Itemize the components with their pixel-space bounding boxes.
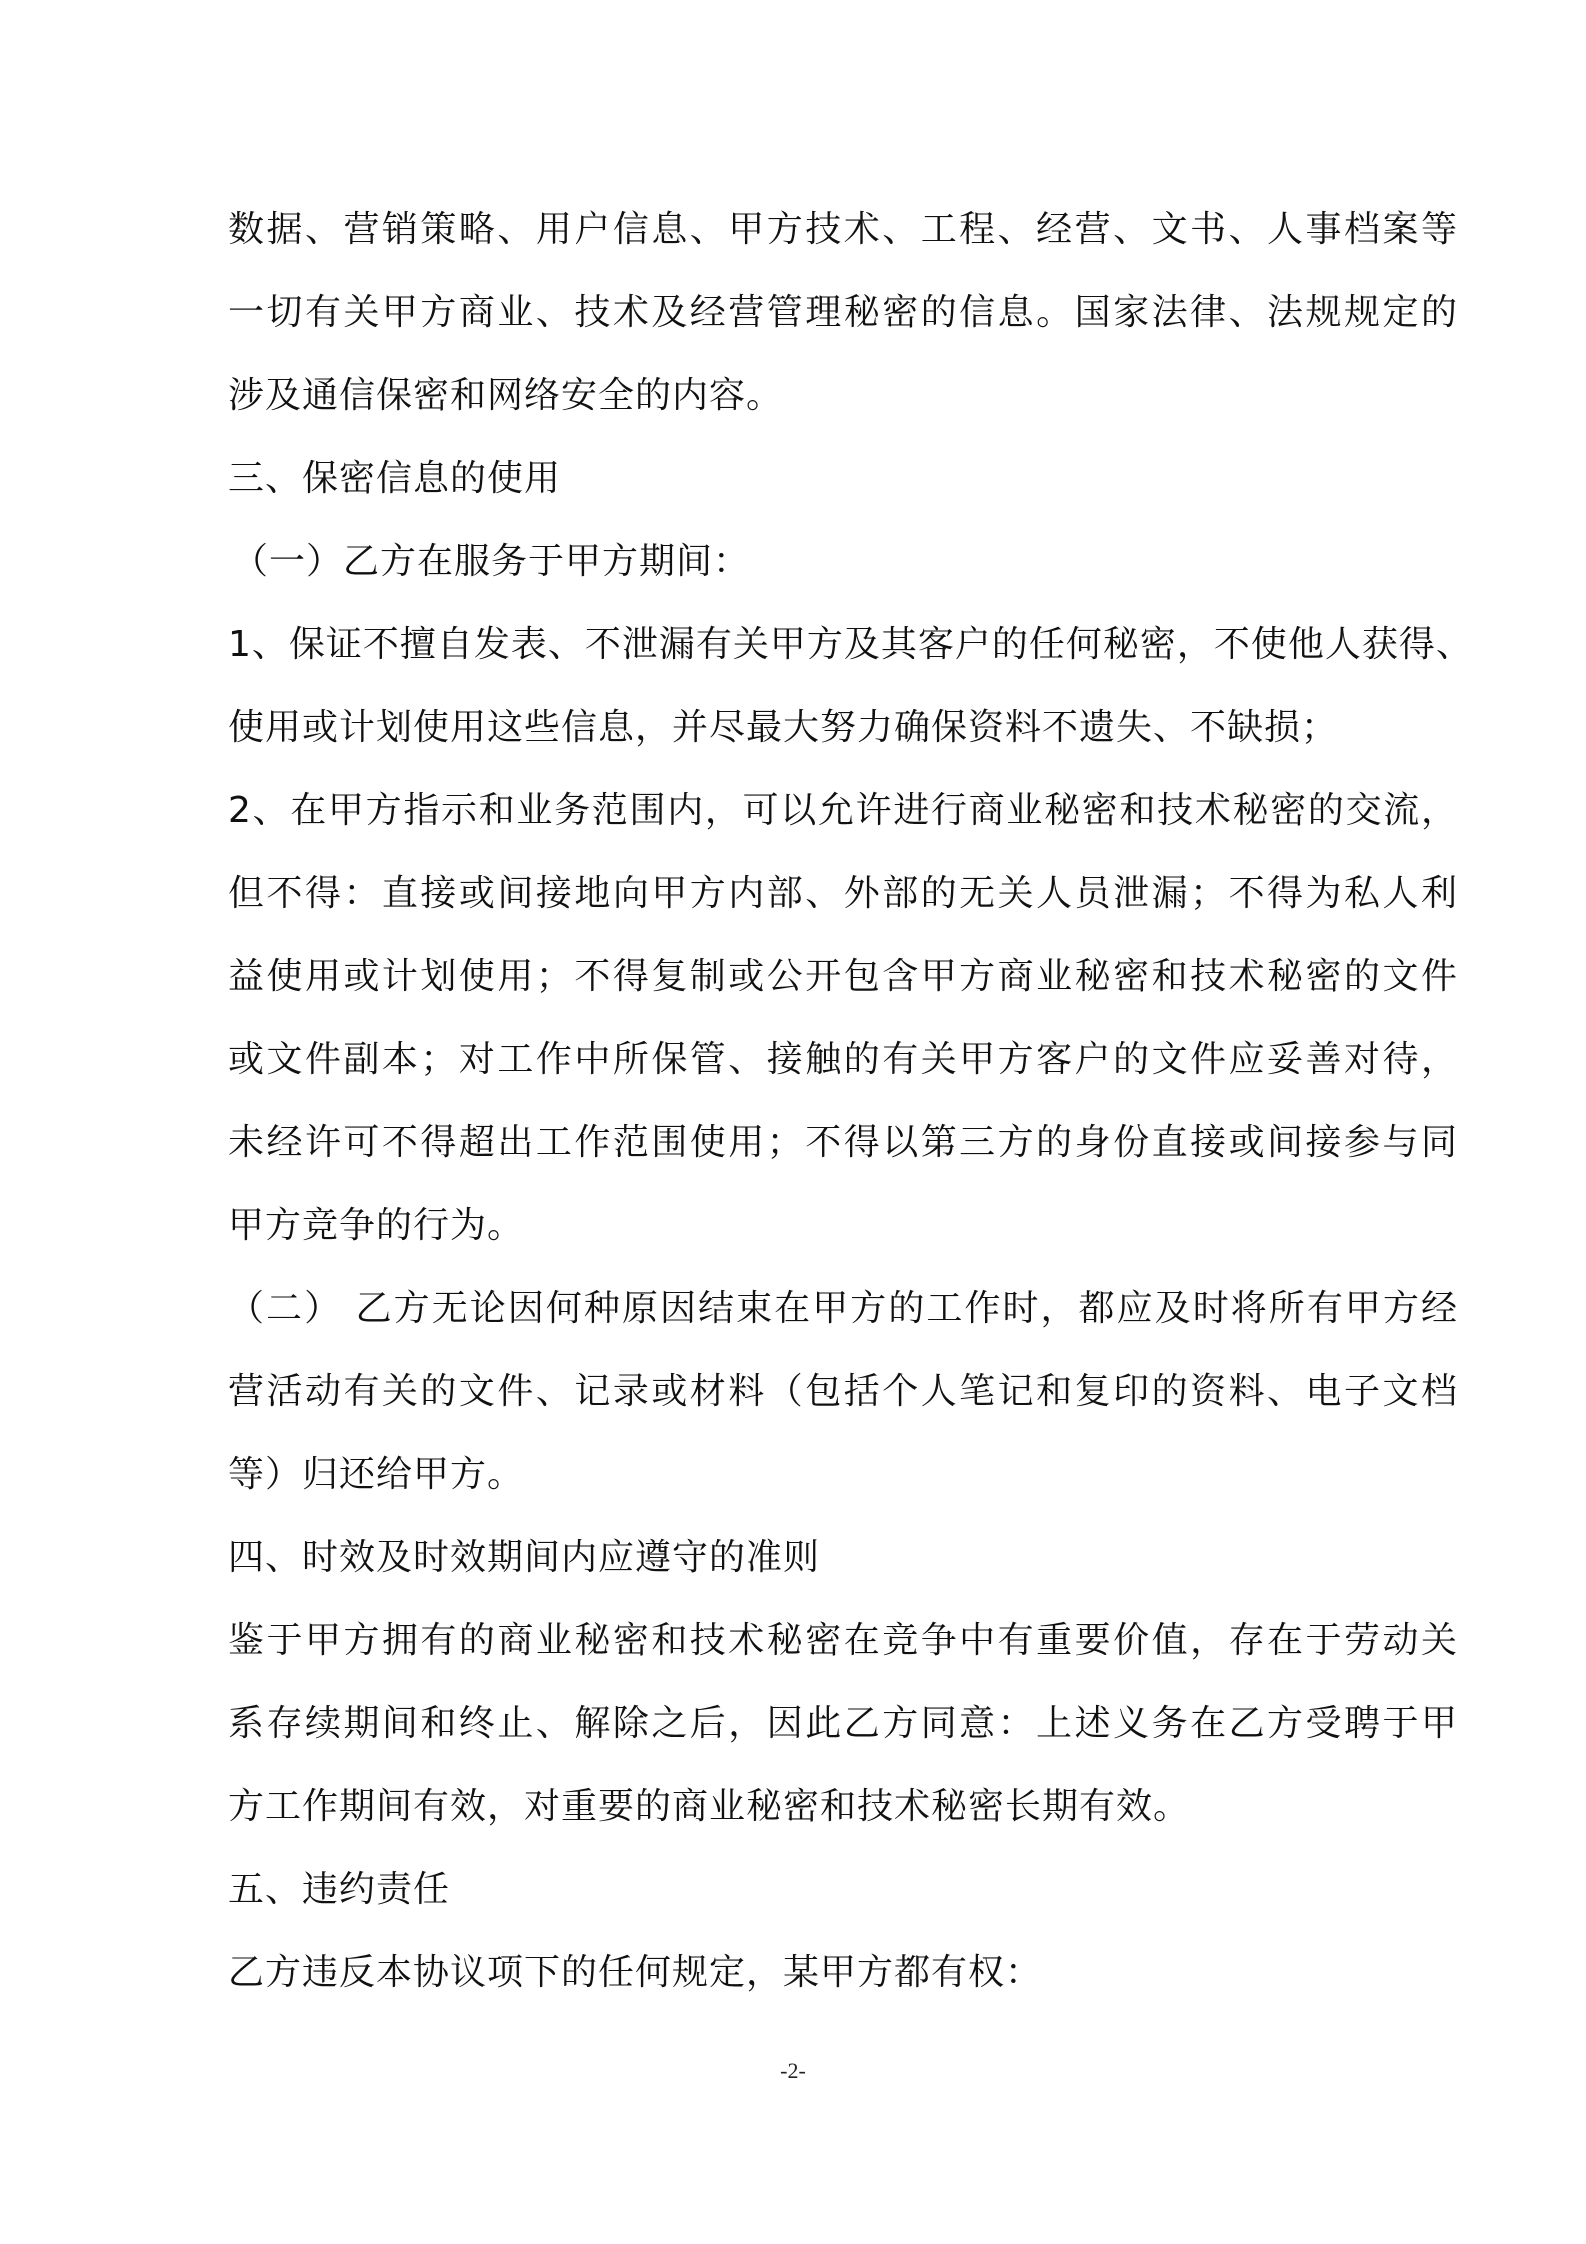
- text-line: 或文件副本；对工作中所保管、接触的有关甲方客户的文件应妥善对待，: [228, 1039, 1458, 1080]
- subsection-heading: （一）乙方在服务于甲方期间：: [232, 541, 751, 582]
- section-heading: 三、保密信息的使用: [228, 458, 562, 499]
- text-line: 数据、营销策略、用户信息、甲方技术、工程、经营、文书、人事档案等: [228, 209, 1458, 250]
- page-number: -2-: [780, 2058, 806, 2083]
- text-line: 但不得：直接或间接地向甲方内部、外部的无关人员泄漏；不得为私人利: [228, 873, 1458, 914]
- text-line: 未经许可不得超出工作范围使用；不得以第三方的身份直接或间接参与同: [228, 1122, 1458, 1163]
- text-line: 营活动有关的文件、记录或材料（包括个人笔记和复印的资料、电子文档: [228, 1371, 1458, 1412]
- text-line: 使用或计划使用这些信息，并尽最大努力确保资料不遗失、不缺损；: [228, 707, 1339, 748]
- document-body: [228, 188, 1473, 2014]
- text-line: 系存续期间和终止、解除之后，因此乙方同意：上述义务在乙方受聘于甲: [228, 1703, 1458, 1744]
- text-line: 乙方违反本协议项下的任何规定，某甲方都有权：: [228, 1952, 1043, 1993]
- text-line: 等）归还给甲方。: [228, 1454, 525, 1495]
- text-line: 一切有关甲方商业、技术及经营管理秘密的信息。国家法律、法规规定的: [228, 292, 1458, 333]
- section-heading: 五、违约责任: [228, 1869, 451, 1910]
- section-heading: 四、时效及时效期间内应遵守的准则: [228, 1537, 821, 1578]
- text-line: 益使用或计划使用；不得复制或公开包含甲方商业秘密和技术秘密的文件: [228, 956, 1458, 997]
- text-line: 涉及通信保密和网络安全的内容。: [228, 375, 784, 416]
- text-line: 1、保证不擅自发表、不泄漏有关甲方及其客户的任何秘密，不使他人获得、: [228, 624, 1473, 665]
- text-line: （二） 乙方无论因何种原因结束在甲方的工作时，都应及时将所有甲方经: [228, 1288, 1458, 1329]
- text-line: 甲方竞争的行为。: [228, 1205, 525, 1246]
- text-line: 方工作期间有效，对重要的商业秘密和技术秘密长期有效。: [228, 1786, 1191, 1827]
- text-line: 2、在甲方指示和业务范围内，可以允许进行商业秘密和技术秘密的交流，: [228, 790, 1458, 831]
- text-line: 鉴于甲方拥有的商业秘密和技术秘密在竞争中有重要价值，存在于劳动关: [228, 1620, 1458, 1661]
